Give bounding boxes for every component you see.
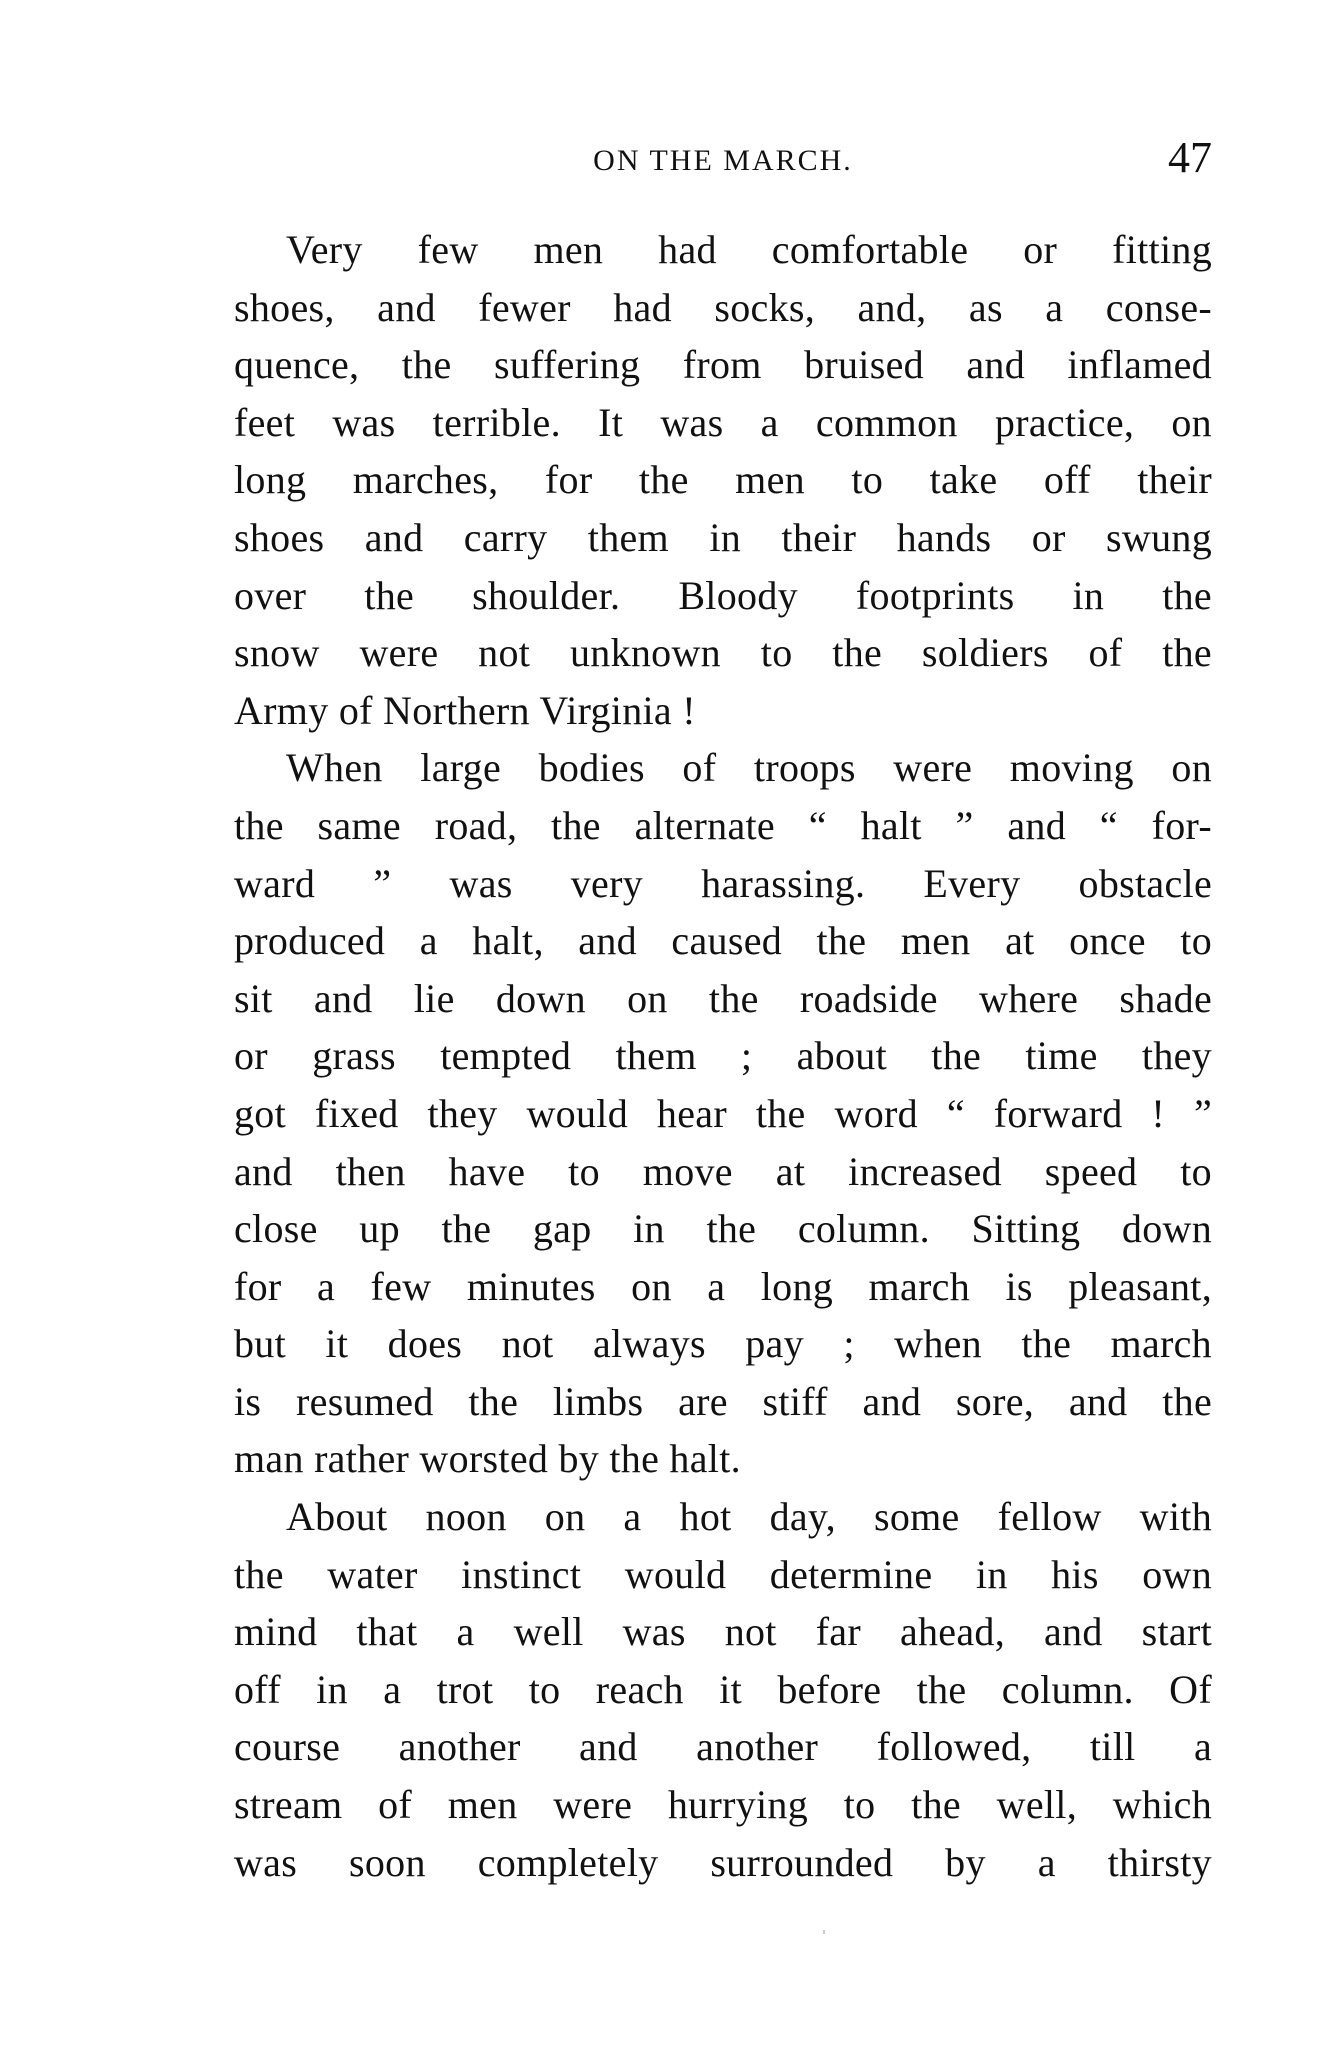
text-line: ward ” was very harassing. Every obstacle [234,860,1212,906]
text-line: When large bodies of troops were moving on [286,745,1212,791]
text-line: close up the gap in the column. Sitting down [234,1206,1212,1252]
text-line: shoes and carry them in their hands or swung [234,514,1212,560]
text-line: and then have to move at increased speed to [234,1148,1212,1194]
text-line: off in a trot to reach it before the column. Of [234,1666,1212,1712]
page-header [234,132,1212,192]
text-line: got fixed they would hear the word “ forward ! ” [234,1090,1212,1136]
text-line: snow were not unknown to the soldiers of the [234,630,1212,676]
text-line: quence, the suffering from bruised and inflamed [234,342,1212,388]
text-line: for a few minutes on a long march is pleasant, [234,1263,1212,1309]
text-line: over the shoulder. Bloody footprints in the [234,572,1212,618]
paragraph [234,739,1212,1488]
paragraph [234,221,1212,739]
text-line: the same road, the alternate “ halt ” and “ for- [234,802,1212,848]
text-line: but it does not always pay ; when the march [234,1321,1212,1367]
paragraph [234,1488,1212,1891]
running-title: ON THE MARCH. [593,144,853,177]
text-line: produced a halt, and caused the men at once to [234,918,1212,964]
text-line: feet was terrible. It was a common practice, on [234,399,1212,445]
text-line: or grass tempted them ; about the time they [234,1033,1212,1079]
body-text [234,221,1212,1891]
text-line: mind that a well was not far ahead, and start [234,1609,1212,1655]
text-line: sit and lie down on the roadside where shade [234,975,1212,1021]
scan-speck [823,1930,825,1934]
text-line: About noon on a hot day, some fellow with [286,1494,1212,1540]
text-line: course another and another followed, till a [234,1724,1212,1770]
text-line: man rather worsted by the halt. [234,1436,741,1482]
text-line: Army of Northern Virginia ! [234,687,696,733]
text-line: shoes, and fewer had socks, and, as a conse- [234,284,1212,330]
text-line: Very few men had comfortable or fitting [286,227,1212,272]
page-number: 47 [1168,133,1212,182]
text-line: was soon completely surrounded by a thirsty [234,1839,1212,1885]
text-line: long marches, for the men to take off their [234,457,1212,503]
text-line: stream of men were hurrying to the well, which [234,1782,1212,1828]
text-line: the water instinct would determine in his own [234,1551,1212,1597]
text-line: is resumed the limbs are stiff and sore, and the [234,1378,1212,1424]
